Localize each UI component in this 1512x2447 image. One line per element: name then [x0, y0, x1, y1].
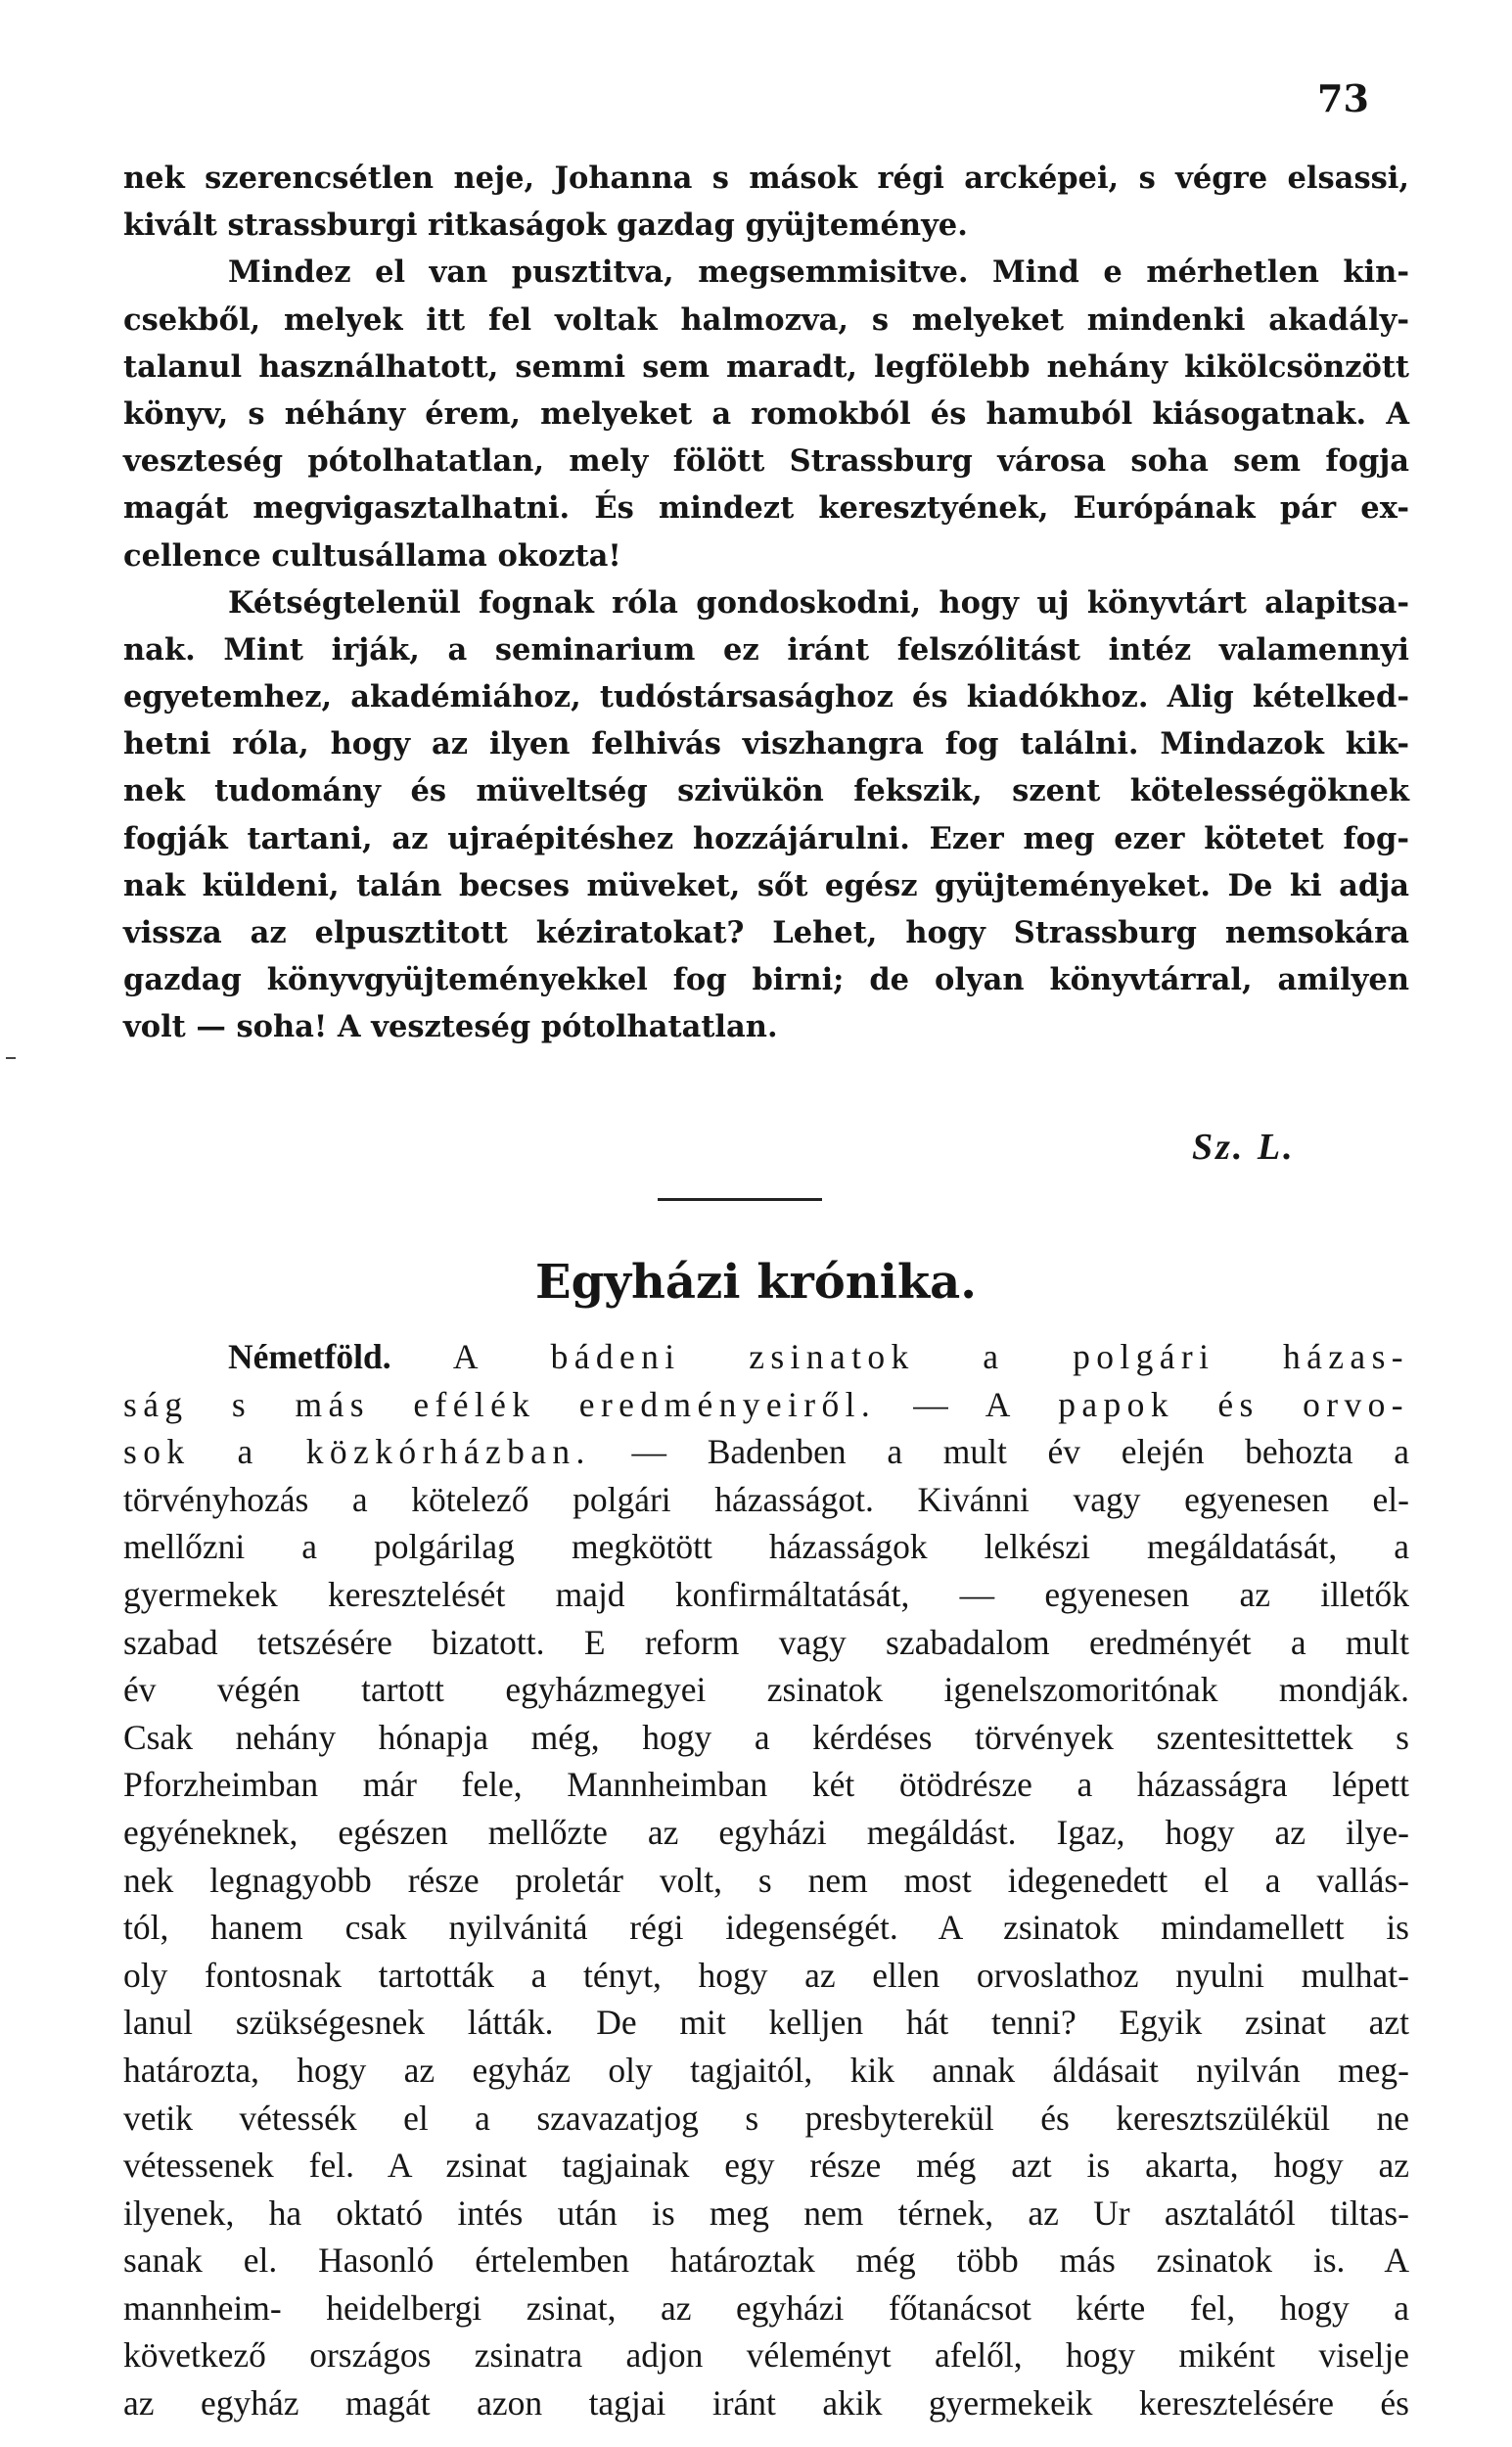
text-line: kivált strassburgi ritkaságok gazdag gyüjteménye.	[123, 208, 968, 244]
text-line: következő országos zsinatra adjon véleményt afelől, hogy miként viselje	[123, 2335, 1409, 2376]
text-line: nek tudomány és müveltség szivükön fekszik, szent kötelességöknek	[123, 773, 1409, 809]
text-line: vétessenek fel. A zsinat tagjainak egy része még azt is akarta, hogy az	[123, 2146, 1409, 2186]
text-line: mellőzni a polgárilag megkötött házasságok lelkészi megáldatását, a	[123, 1527, 1409, 1567]
text-line: gyermekek keresztelését majd konfirmáltatását, — egyenesen az illetők	[123, 1574, 1409, 1614]
text-line: gazdag könyvgyüjteményekkel fog birni; de olyan könyvtárral, amilyen	[123, 962, 1409, 998]
text-line: szabad tetszésére bizatott. E reform vagy szabadalom eredményét a mult	[123, 1622, 1409, 1662]
text-line: Kétségtelenül fognak róla gondoskodni, hogy uj könyvtárt alapitsa-	[228, 584, 1409, 621]
text-line: az egyház magát azon tagjai iránt akik gyermekeik keresztelésére és	[123, 2383, 1409, 2424]
text-run: — Badenben a mult év elején behozta a	[631, 1432, 1409, 1472]
margin-mark	[6, 1057, 16, 1059]
topic-title: sok a közkórházban.	[123, 1432, 591, 1472]
chronicle-text	[123, 1333, 1409, 2427]
text-line: nek szerencsétlen neje, Johanna s mások régi arcképei, s végre elsassi,	[123, 161, 1409, 196]
text-line: Csak nehány hónapja még, hogy a kérdéses törvények szentesittettek s	[123, 1717, 1409, 1757]
text-line: sanak el. Hasonló értelemben határoztak még több más zsinatok is. A	[123, 2240, 1409, 2281]
text-line: mannheim- heidelbergi zsinat, az egyházi főtanácsot kérte fel, hogy a	[123, 2287, 1409, 2328]
text-line: fogják tartani, az ujraépitéshez hozzájárulni. Ezer meg ezer kötetet fog-	[123, 820, 1409, 856]
text-line: nak küldeni, talán becses müveket, sőt egész gyüjteményeket. De ki adja	[123, 867, 1409, 903]
section-heading: Egyházi krónika.	[534, 1255, 977, 1310]
text-line: csekből, melyek itt fel voltak halmozva, s melyeket mindenki akadály-	[123, 301, 1409, 338]
text-line	[123, 1428, 1409, 1476]
text-line: határozta, hogy az egyház oly tagjaitól, kik annak áldásait nyilván meg-	[123, 2050, 1409, 2090]
text-line: egyéneknek, egészen mellőzte az egyházi megáldást. Igaz, hogy az ilye-	[123, 1812, 1409, 1852]
text-line: tól, hanem csak nyilvánitá régi idegenségét. A zsinatok mindamellett is	[123, 1908, 1409, 1948]
text-line: vetik vétessék el a szavazatjog s presbyterekül és keresztszülékül ne	[123, 2098, 1409, 2138]
region-label: Németföld.	[228, 1337, 391, 1376]
text-line: Pforzheimban már fele, Mannheimban két ötödrésze a házasságra lépett	[123, 1765, 1409, 1805]
text-line: vissza az elpusztitott kéziratokat? Lehet, hogy Strassburg nemsokára	[123, 915, 1409, 950]
text-line: nek legnagyobb része proletár volt, s nem most idegenedett el a vallás-	[123, 1860, 1409, 1900]
text-line: Mindez el van pusztitva, megsemmisitve. Mind e mérhetlen kin-	[228, 254, 1409, 291]
text-line: volt — soha! A veszteség pótolhatatlan.	[123, 1009, 778, 1045]
text-line: törvényhozás a kötelező polgári házasságot. Kivánni vagy egyenesen el-	[123, 1479, 1409, 1519]
dash-separator: —	[913, 1384, 948, 1424]
text-line: egyetemhez, akadémiához, tudóstársasághoz és kiadókhoz. Alig kételked-	[123, 679, 1409, 716]
text-line: oly fontosnak tartották a tényt, hogy az ellen orvoslathoz nyulni mulhat-	[123, 1955, 1409, 1995]
text-line: év végén tartott egyházmegyei zsinatok igenelszomoritónak mondják.	[123, 1670, 1409, 1710]
topic-title: ság s más efélék eredményeiről.	[123, 1384, 877, 1424]
text-line: magát megvigasztalhatni. És mindezt keresztyének, Európának pár ex-	[123, 490, 1409, 527]
topic-title: A bádeni zsinatok a polgári házas-	[452, 1337, 1410, 1376]
text-line: könyv, s néhány érem, melyeket a romokból és hamuból kiásogatnak. A	[123, 395, 1409, 432]
article-end-text	[123, 155, 1409, 1051]
author-signature: Sz. L.	[1192, 1127, 1296, 1168]
text-line	[123, 1381, 1409, 1429]
text-line	[123, 1333, 1409, 1381]
page-number: 73	[1317, 76, 1369, 120]
text-line: cellence cultusállama okozta!	[123, 537, 621, 574]
text-line: veszteség pótolhatatlan, mely fölött Strassburg városa soha sem fogja	[123, 443, 1409, 480]
text-line: talanul használhatott, semmi sem maradt, legfölebb nehány kikölcsönzött	[123, 348, 1409, 385]
text-line: hetni róla, hogy az ilyen felhivás viszhangra fog találni. Mindazok kik-	[123, 726, 1409, 762]
topic-title: A papok és orvo-	[985, 1384, 1410, 1424]
text-line: ilyenek, ha oktató intés után is meg nem térnek, az Ur asztalától tiltas-	[123, 2193, 1409, 2233]
section-divider	[658, 1198, 822, 1201]
text-line: lanul szükségesnek látták. De mit kelljen hát tenni? Egyik zsinat azt	[123, 2003, 1409, 2043]
text-line: nak. Mint irják, a seminarium ez iránt felszólitást intéz valamennyi	[123, 631, 1409, 668]
